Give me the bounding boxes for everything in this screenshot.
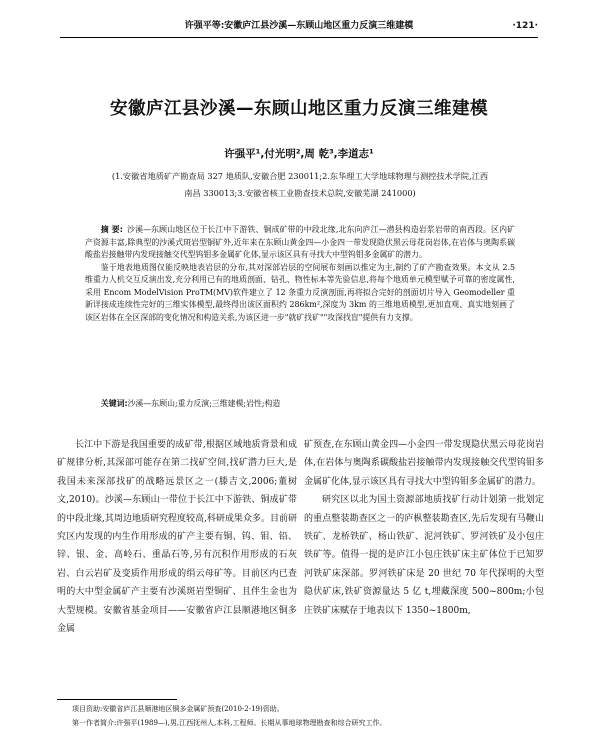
affiliation-line: 南昌 330013;3.安徽省核工业勘查技术总院,安徽芜湖 241000) — [184, 188, 416, 198]
author-list: 许强平¹,付光明²,周 乾³,李道志¹ — [224, 148, 374, 160]
body-paragraph: 长江中下游是我国重要的成矿带,根据区域地质背景和成矿规律分析,其深部可能存在第二找矿空间,找矿潜力巨大,是我国未来深部找矿的战略远景区之一(滕吉文,2006;董树文,2010)。沙溪—东顾山一带位于长江中下游铁、铜成矿带的中段北缘,其周边地质研究程度较高,科研成果众多。目前研究区内发现的内生作用形成的矿产主要有铜、钨、钼、铅、锌、银、金、高岭石、重晶石等,另有沉积作用形成的石灰岩、白云岩矿及变质作用形成的绢云母矿等。目前区内已查明的大中型金属矿产主要有沙溪斑岩型铜矿、且伴生金也为大型规模。安徽省基金项目——安徽省庐江县顺港地区铜多金属 — [57, 440, 297, 635]
body-paragraph: 矿预查,在东顾山黄金四—小金四一带发现隐伏黑云母花岗岩体,在岩体与奥陶系碳酸盐岩接触带内发现接触交代型钨钼多金属矿化体,显示该区具有寻找大中型钨钼多金属矿的潜力。 — [304, 440, 544, 487]
footnote-author: 第一作者简介:许强平(1989—),男,江西抚州人,本科,工程师。长期从事地球物理勘查和综合研究工作。 — [72, 719, 387, 727]
body-paragraph: 研究区以北为国土资源部地质找矿行动计划第一批划定的重点整装勘查区之一的庐枞整装勘查区,先后发现有马鞭山铁矿、龙桥铁矿、杨山铁矿、泥河铁矿、罗河铁矿及小包庄铁矿等。值得一提的是庐江小包庄铁矿床主矿体位于已知罗河铁矿床深部。罗河铁矿床是 20 世纪 70 年代探明的大型隐伏矿床,铁矿资源量达 5 亿 t,埋藏深度 500~800m;小包庄铁矿床赋存于地表以下 1350~1800m, — [304, 495, 544, 616]
body-column-left — [57, 436, 297, 638]
affiliations — [80, 168, 520, 202]
running-header — [60, 17, 538, 35]
abstract-text: 沙溪—东顾山地区位于长江中下游铁、铜成矿带的中段北缘,北东向庐江—潜县构造岩浆岩带的南西段。区内矿产资源丰富,除典型的沙溪式斑岩型铜矿外,近年来在东顾山黄金四—小金四一带发现隐伏黑云母花岗岩体,在岩体与奥陶系碳酸盐岩接触带内发现接触交代型钨钼多金属矿化体,显示该区具有寻找大中型钨钼多金属矿的潜力。 — [85, 225, 515, 259]
keywords — [85, 398, 515, 410]
affiliation-line: (1.安徽省地质矿产勘查局 327 地质队,安徽合肥 230011;2.东华理工大学地球物理与测控技术学院,江西 — [111, 171, 489, 181]
keywords-text: 沙溪—东顾山;重力反演;三维建模;岩性;构造 — [127, 399, 281, 408]
footnote-divider — [57, 699, 177, 700]
keywords-label: 关键词: — [100, 399, 128, 408]
body-column-right — [304, 436, 544, 620]
header-divider — [60, 37, 538, 38]
abstract-paragraph: 鉴于地表地质图仅能反映地表岩层的分布,其对深部岩层的空间展布刻画以推定为主,制约了矿产勘查效果。本文从 2.5 维重力人机交互反演出发,充分利用已有的地质剖面、钻孔、物性标本等先验信息,将每个地质单元模型赋予可靠的密度属性,采用 Encom ModelVision ProTM(MV)软件建立了 12 条重力反演剖面,再将拟合完好的剖面切片导入 Geomodeller 重新详接成连续性完好的三维实体模型,最终得出该区面积约 286km²,深度为 3km 的三维地质模型,更加直观、真实地刻画了该区岩体在全区深部的变化情况和构造关系,为该区进一步"就矿找矿""攻深找盲"提供有力支撑。 — [85, 262, 515, 322]
footnote-funding: 项目资助:安徽省庐江县顺港地区铜多金属矿预查(2010-2-19)资助。 — [72, 705, 284, 713]
running-title: 许强平等:安徽庐江县沙溪—东顾山地区重力反演三维建模 — [184, 21, 414, 31]
abstract — [85, 224, 515, 324]
paper-title: 安徽庐江县沙溪—东顾山地区重力反演三维建模 — [110, 99, 488, 119]
footnotes — [72, 702, 542, 730]
page-number: ·121· — [512, 21, 538, 31]
abstract-paragraph — [85, 224, 515, 262]
abstract-label: 摘 要: — [100, 225, 123, 234]
